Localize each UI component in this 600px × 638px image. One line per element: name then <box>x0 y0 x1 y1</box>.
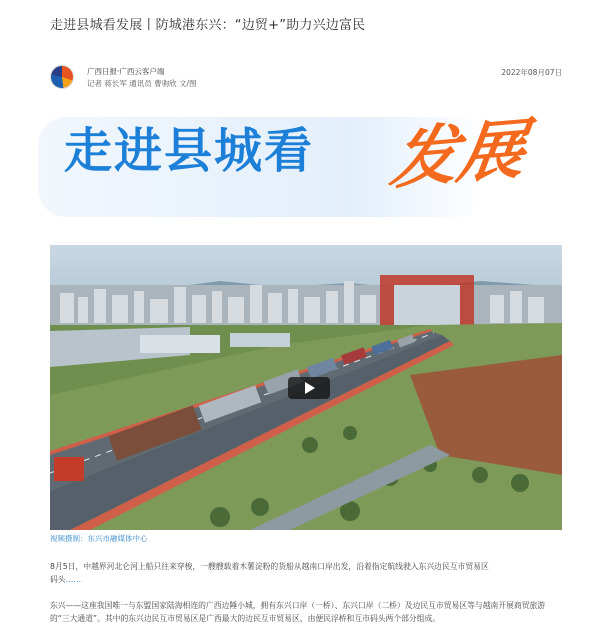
video-caption: 视频摄制：东兴市融媒体中心 <box>50 534 148 543</box>
body-paragraph-1 <box>50 560 562 586</box>
publish-date: 2022年08月07日 <box>501 68 562 77</box>
article-title: 走进县城看发展丨防城港东兴：“边贸+”助力兴边富民 <box>50 18 366 33</box>
publisher-avatar[interactable] <box>50 65 74 89</box>
paragraph-ellipsis: …… <box>65 575 82 584</box>
column-banner <box>38 107 558 229</box>
publisher-name[interactable]: 广西日报·广西云客户端 <box>87 67 165 76</box>
banner-text-orange: 发展 <box>386 109 530 199</box>
banner-text-blue: 走进县城看 <box>64 123 315 179</box>
body-paragraph-2: 东兴——这座我国唯一与东盟国家陆海相连的广西边陲小城，拥有东兴口岸（一桥）、东兴口岸（二桥）及边民互市贸易区等与越南开展商贸旅游的“三大通道”。其中的东兴边民互市贸易区是广西最大的边民互市贸易区，由便民浮桥和互市码头两个部分组成。 <box>50 601 546 623</box>
article-authors: 记者 蒋长军 通讯员 曹驹欣 文/图 <box>87 79 197 88</box>
video-player[interactable] <box>50 245 562 530</box>
paragraph-1-line-2: 码头 <box>50 575 66 584</box>
article-meta <box>50 64 562 94</box>
paragraph-1-line-1: 8月5日，中越界河北仑河上船只往来穿梭，一艘艘载着木薯淀粉的货船从越南口岸出发，沿着指定航线驶入东兴边民互市贸易区 <box>50 562 489 571</box>
play-button[interactable] <box>288 377 330 399</box>
